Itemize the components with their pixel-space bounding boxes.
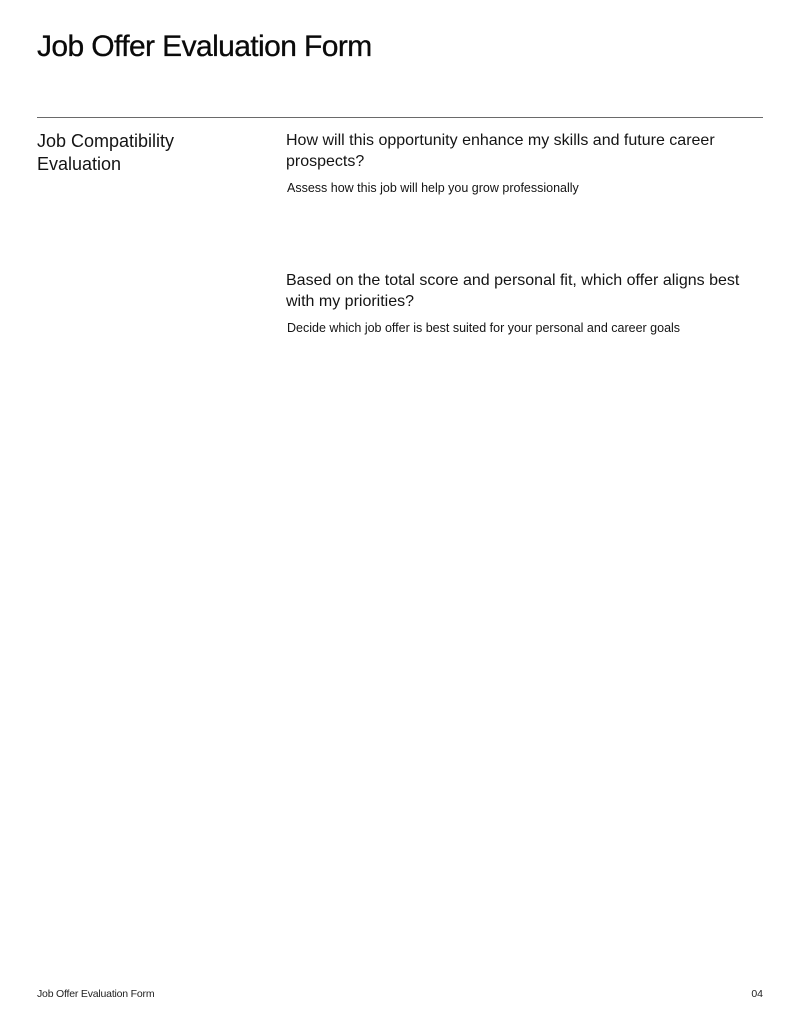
question-block (286, 130, 756, 196)
question-block (286, 270, 756, 336)
question-hint: Decide which job offer is best suited for your personal and career goals (287, 321, 681, 335)
question-text: How will this opportunity enhance my skills and future career prospects? (286, 132, 715, 170)
footer-title: Job Offer Evaluation Form (37, 988, 155, 1000)
header-divider (37, 117, 763, 118)
question-hint: Assess how this job will help you grow professionally (287, 181, 579, 195)
page-number: 04 (751, 988, 763, 1000)
section-title: Job Compatibility Evaluation (37, 131, 175, 174)
page-title: Job Offer Evaluation Form (37, 30, 372, 63)
question-text: Based on the total score and personal fit, which offer aligns best with my priorities? (286, 272, 740, 310)
